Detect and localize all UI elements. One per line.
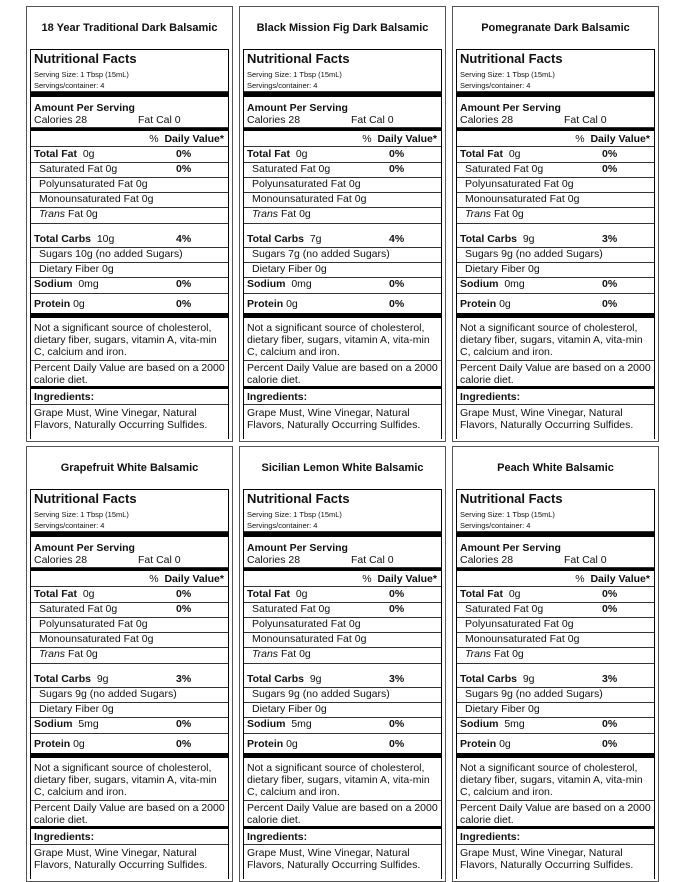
sugars-row: Sugars 9g (no added Sugars): [31, 688, 228, 703]
divider: [457, 92, 654, 97]
serving-size: Serving Size: 1 Tbsp (15mL): [460, 70, 555, 79]
ingredients-heading: Ingredients:: [457, 391, 654, 405]
monounsaturated-fat-row: Monounsaturated Fat 0g: [244, 633, 441, 648]
amount-per-serving: Amount Per Serving: [460, 102, 561, 114]
nutrition-label: [456, 489, 655, 879]
percent-dv-note: Percent Daily Value are based on a 2000 calorie diet.: [244, 362, 441, 389]
saturated-fat-row: Saturated Fat 0g 0%: [31, 163, 228, 178]
servings-per-container: Servings/container: 4: [457, 521, 654, 532]
calories-row: [457, 114, 654, 128]
not-significant-note: Not a significant source of cholesterol, dietary fiber, sugars, vitamin A, vita-min C, calcium and iron.: [457, 322, 654, 361]
sugars-row: Sugars 10g (no added Sugars): [31, 248, 228, 263]
divider: [244, 128, 441, 131]
calories: Calories 28: [460, 554, 514, 566]
saturated-fat-row: Saturated Fat 0g 0%: [244, 603, 441, 618]
trans-fat-row: Trans Fat 0g: [31, 208, 228, 224]
amount-per-serving: Amount Per Serving: [460, 542, 561, 554]
calories: Calories 28: [460, 114, 514, 126]
product-title: Peach White Balsamic: [497, 462, 614, 474]
ingredients-heading: Ingredients:: [244, 391, 441, 405]
divider: [31, 532, 228, 537]
divider: [31, 568, 228, 571]
total-carbs-row: Total Carbs 9g 3%: [31, 673, 228, 688]
saturated-fat-row: Saturated Fat 0g 0%: [457, 163, 654, 178]
ingredients-heading: Ingredients:: [244, 831, 441, 845]
percent-dv-note: Percent Daily Value are based on a 2000 calorie diet.: [31, 362, 228, 389]
sugars-row: Sugars 9g (no added Sugars): [457, 248, 654, 263]
protein-row: Protein 0g 0%: [244, 738, 441, 758]
daily-value-header: [244, 573, 441, 587]
monounsaturated-fat-row: Monounsaturated Fat 0g: [31, 193, 228, 208]
protein-row: Protein 0g 0%: [244, 298, 441, 318]
calories: Calories 28: [34, 554, 88, 566]
total-fat-row: Total Fat 0g 0%: [457, 588, 654, 603]
divider: [244, 92, 441, 97]
dietary-fiber-row: Dietary Fiber 0g: [244, 703, 441, 718]
dietary-fiber-row: Dietary Fiber 0g: [31, 263, 228, 278]
protein-row: Protein 0g 0%: [457, 298, 654, 318]
divider: [31, 128, 228, 131]
daily-value-heading: % Daily Value*: [149, 133, 224, 145]
servings-per-container: Servings/container: 4: [244, 521, 441, 532]
calories: Calories 28: [247, 114, 301, 126]
nutrition-label: [30, 489, 229, 879]
daily-value-heading: % Daily Value*: [575, 133, 650, 145]
calories-row: [244, 554, 441, 568]
monounsaturated-fat-row: Monounsaturated Fat 0g: [244, 193, 441, 208]
serving-size: Serving Size: 1 Tbsp (15mL): [34, 510, 129, 519]
polyunsaturated-fat-row: Polyunsaturated Fat 0g: [457, 618, 654, 633]
nutrition-panel: [26, 446, 233, 882]
sodium-row: Sodium 5mg 0%: [457, 718, 654, 734]
nutrition-panel: [239, 6, 446, 442]
product-title: 18 Year Traditional Dark Balsamic: [41, 22, 218, 34]
divider: [457, 128, 654, 131]
product-title: Sicilian Lemon White Balsamic: [261, 462, 424, 474]
polyunsaturated-fat-row: Polyunsaturated Fat 0g: [31, 618, 228, 633]
ingredients-text: Grape Must, Wine Vinegar, Natural Flavors, Naturally Occurring Sulfides.: [34, 847, 208, 871]
daily-value-heading: % Daily Value*: [575, 573, 650, 585]
amount-per-serving: Amount Per Serving: [247, 542, 348, 554]
not-significant-note: Not a significant source of cholesterol, dietary fiber, sugars, vitamin A, vita-min C, calcium and iron.: [457, 762, 654, 801]
product-title: Grapefruit White Balsamic: [60, 462, 199, 474]
calories-row: [31, 554, 228, 568]
trans-fat-row: Trans Fat 0g: [457, 208, 654, 224]
total-fat-row: Total Fat 0g 0%: [244, 148, 441, 163]
ingredients-text: Grape Must, Wine Vinegar, Natural Flavors, Naturally Occurring Sulfides.: [247, 847, 421, 871]
not-significant-note: Not a significant source of cholesterol, dietary fiber, sugars, vitamin A, vita-min C, calcium and iron.: [244, 322, 441, 361]
fat-calories: Fat Cal 0: [351, 554, 394, 566]
calories: Calories 28: [34, 114, 88, 126]
nutrition-facts-heading: Nutritional Facts: [460, 491, 563, 506]
calories-row: [31, 114, 228, 128]
daily-value-heading: % Daily Value*: [149, 573, 224, 585]
nutrition-facts-heading: Nutritional Facts: [247, 51, 350, 66]
sugars-row: Sugars 9g (no added Sugars): [457, 688, 654, 703]
amount-per-serving: Amount Per Serving: [34, 102, 135, 114]
total-fat-row: Total Fat 0g 0%: [31, 148, 228, 163]
fat-calories: Fat Cal 0: [564, 114, 607, 126]
sugars-row: Sugars 9g (no added Sugars): [244, 688, 441, 703]
fat-calories: Fat Cal 0: [351, 114, 394, 126]
serving-size: Serving Size: 1 Tbsp (15mL): [247, 70, 342, 79]
serving-size: Serving Size: 1 Tbsp (15mL): [247, 510, 342, 519]
trans-fat-row: Trans Fat 0g: [31, 648, 228, 664]
saturated-fat-row: Saturated Fat 0g 0%: [457, 603, 654, 618]
ingredients-heading: Ingredients:: [457, 831, 654, 845]
daily-value-heading: % Daily Value*: [362, 573, 437, 585]
serving-size: Serving Size: 1 Tbsp (15mL): [460, 510, 555, 519]
amount-per-serving: Amount Per Serving: [247, 102, 348, 114]
total-fat-row: Total Fat 0g 0%: [244, 588, 441, 603]
ingredients-text: Grape Must, Wine Vinegar, Natural Flavors, Naturally Occurring Sulfides.: [460, 407, 634, 431]
amount-per-serving: Amount Per Serving: [34, 542, 135, 554]
nutrition-panel: [452, 6, 659, 442]
daily-value-header: [457, 573, 654, 587]
polyunsaturated-fat-row: Polyunsaturated Fat 0g: [244, 618, 441, 633]
ingredients-heading: Ingredients:: [31, 831, 228, 845]
protein-row: Protein 0g 0%: [457, 738, 654, 758]
product-title: Black Mission Fig Dark Balsamic: [256, 22, 429, 34]
servings-per-container: Servings/container: 4: [31, 521, 228, 532]
nutrition-facts-heading: Nutritional Facts: [34, 51, 137, 66]
ingredients-heading: Ingredients:: [31, 391, 228, 405]
monounsaturated-fat-row: Monounsaturated Fat 0g: [457, 633, 654, 648]
daily-value-header: [31, 573, 228, 587]
ingredients-text: Grape Must, Wine Vinegar, Natural Flavors, Naturally Occurring Sulfides.: [460, 847, 634, 871]
percent-dv-note: Percent Daily Value are based on a 2000 calorie diet.: [244, 802, 441, 829]
monounsaturated-fat-row: Monounsaturated Fat 0g: [457, 193, 654, 208]
polyunsaturated-fat-row: Polyunsaturated Fat 0g: [31, 178, 228, 193]
nutrition-panel: [239, 446, 446, 882]
calories-row: [244, 114, 441, 128]
calories-row: [457, 554, 654, 568]
trans-fat-row: Trans Fat 0g: [244, 208, 441, 224]
percent-dv-note: Percent Daily Value are based on a 2000 calorie diet.: [457, 362, 654, 389]
nutrition-panel: [452, 446, 659, 882]
total-carbs-row: Total Carbs 7g 4%: [244, 233, 441, 248]
nutrition-label: [30, 49, 229, 439]
fat-calories: Fat Cal 0: [138, 114, 181, 126]
polyunsaturated-fat-row: Polyunsaturated Fat 0g: [244, 178, 441, 193]
divider: [244, 568, 441, 571]
dietary-fiber-row: Dietary Fiber 0g: [31, 703, 228, 718]
dietary-fiber-row: Dietary Fiber 0g: [457, 263, 654, 278]
percent-dv-note: Percent Daily Value are based on a 2000 calorie diet.: [457, 802, 654, 829]
monounsaturated-fat-row: Monounsaturated Fat 0g: [31, 633, 228, 648]
percent-dv-note: Percent Daily Value are based on a 2000 calorie diet.: [31, 802, 228, 829]
sodium-row: Sodium 0mg 0%: [457, 278, 654, 294]
sodium-row: Sodium 0mg 0%: [244, 278, 441, 294]
divider: [31, 92, 228, 97]
sodium-row: Sodium 0mg 0%: [31, 278, 228, 294]
trans-fat-row: Trans Fat 0g: [244, 648, 441, 664]
daily-value-header: [244, 133, 441, 147]
protein-row: Protein 0g 0%: [31, 298, 228, 318]
dietary-fiber-row: Dietary Fiber 0g: [457, 703, 654, 718]
saturated-fat-row: Saturated Fat 0g 0%: [31, 603, 228, 618]
daily-value-header: [457, 133, 654, 147]
calories: Calories 28: [247, 554, 301, 566]
product-title: Pomegranate Dark Balsamic: [481, 22, 630, 34]
dietary-fiber-row: Dietary Fiber 0g: [244, 263, 441, 278]
saturated-fat-row: Saturated Fat 0g 0%: [244, 163, 441, 178]
nutrition-label: [243, 489, 442, 879]
nutrition-facts-heading: Nutritional Facts: [247, 491, 350, 506]
fat-calories: Fat Cal 0: [564, 554, 607, 566]
total-fat-row: Total Fat 0g 0%: [457, 148, 654, 163]
daily-value-header: [31, 133, 228, 147]
nutrition-panel: [26, 6, 233, 442]
divider: [244, 532, 441, 537]
not-significant-note: Not a significant source of cholesterol, dietary fiber, sugars, vitamin A, vita-min C, calcium and iron.: [244, 762, 441, 801]
servings-per-container: Servings/container: 4: [31, 81, 228, 92]
sugars-row: Sugars 7g (no added Sugars): [244, 248, 441, 263]
protein-row: Protein 0g 0%: [31, 738, 228, 758]
not-significant-note: Not a significant source of cholesterol, dietary fiber, sugars, vitamin A, vita-min C, calcium and iron.: [31, 322, 228, 361]
nutrition-facts-heading: Nutritional Facts: [460, 51, 563, 66]
ingredients-text: Grape Must, Wine Vinegar, Natural Flavors, Naturally Occurring Sulfides.: [34, 407, 208, 431]
nutrition-label: [456, 49, 655, 439]
not-significant-note: Not a significant source of cholesterol, dietary fiber, sugars, vitamin A, vita-min C, calcium and iron.: [31, 762, 228, 801]
fat-calories: Fat Cal 0: [138, 554, 181, 566]
servings-per-container: Servings/container: 4: [244, 81, 441, 92]
divider: [457, 532, 654, 537]
nutrition-label: [243, 49, 442, 439]
serving-size: Serving Size: 1 Tbsp (15mL): [34, 70, 129, 79]
daily-value-heading: % Daily Value*: [362, 133, 437, 145]
sodium-row: Sodium 5mg 0%: [31, 718, 228, 734]
total-carbs-row: Total Carbs 9g 3%: [457, 233, 654, 248]
divider: [457, 568, 654, 571]
ingredients-text: Grape Must, Wine Vinegar, Natural Flavors, Naturally Occurring Sulfides.: [247, 407, 421, 431]
sodium-row: Sodium 5mg 0%: [244, 718, 441, 734]
servings-per-container: Servings/container: 4: [457, 81, 654, 92]
total-fat-row: Total Fat 0g 0%: [31, 588, 228, 603]
nutrition-facts-heading: Nutritional Facts: [34, 491, 137, 506]
total-carbs-row: Total Carbs 9g 3%: [457, 673, 654, 688]
total-carbs-row: Total Carbs 9g 3%: [244, 673, 441, 688]
trans-fat-row: Trans Fat 0g: [457, 648, 654, 664]
total-carbs-row: Total Carbs 10g 4%: [31, 233, 228, 248]
polyunsaturated-fat-row: Polyunsaturated Fat 0g: [457, 178, 654, 193]
